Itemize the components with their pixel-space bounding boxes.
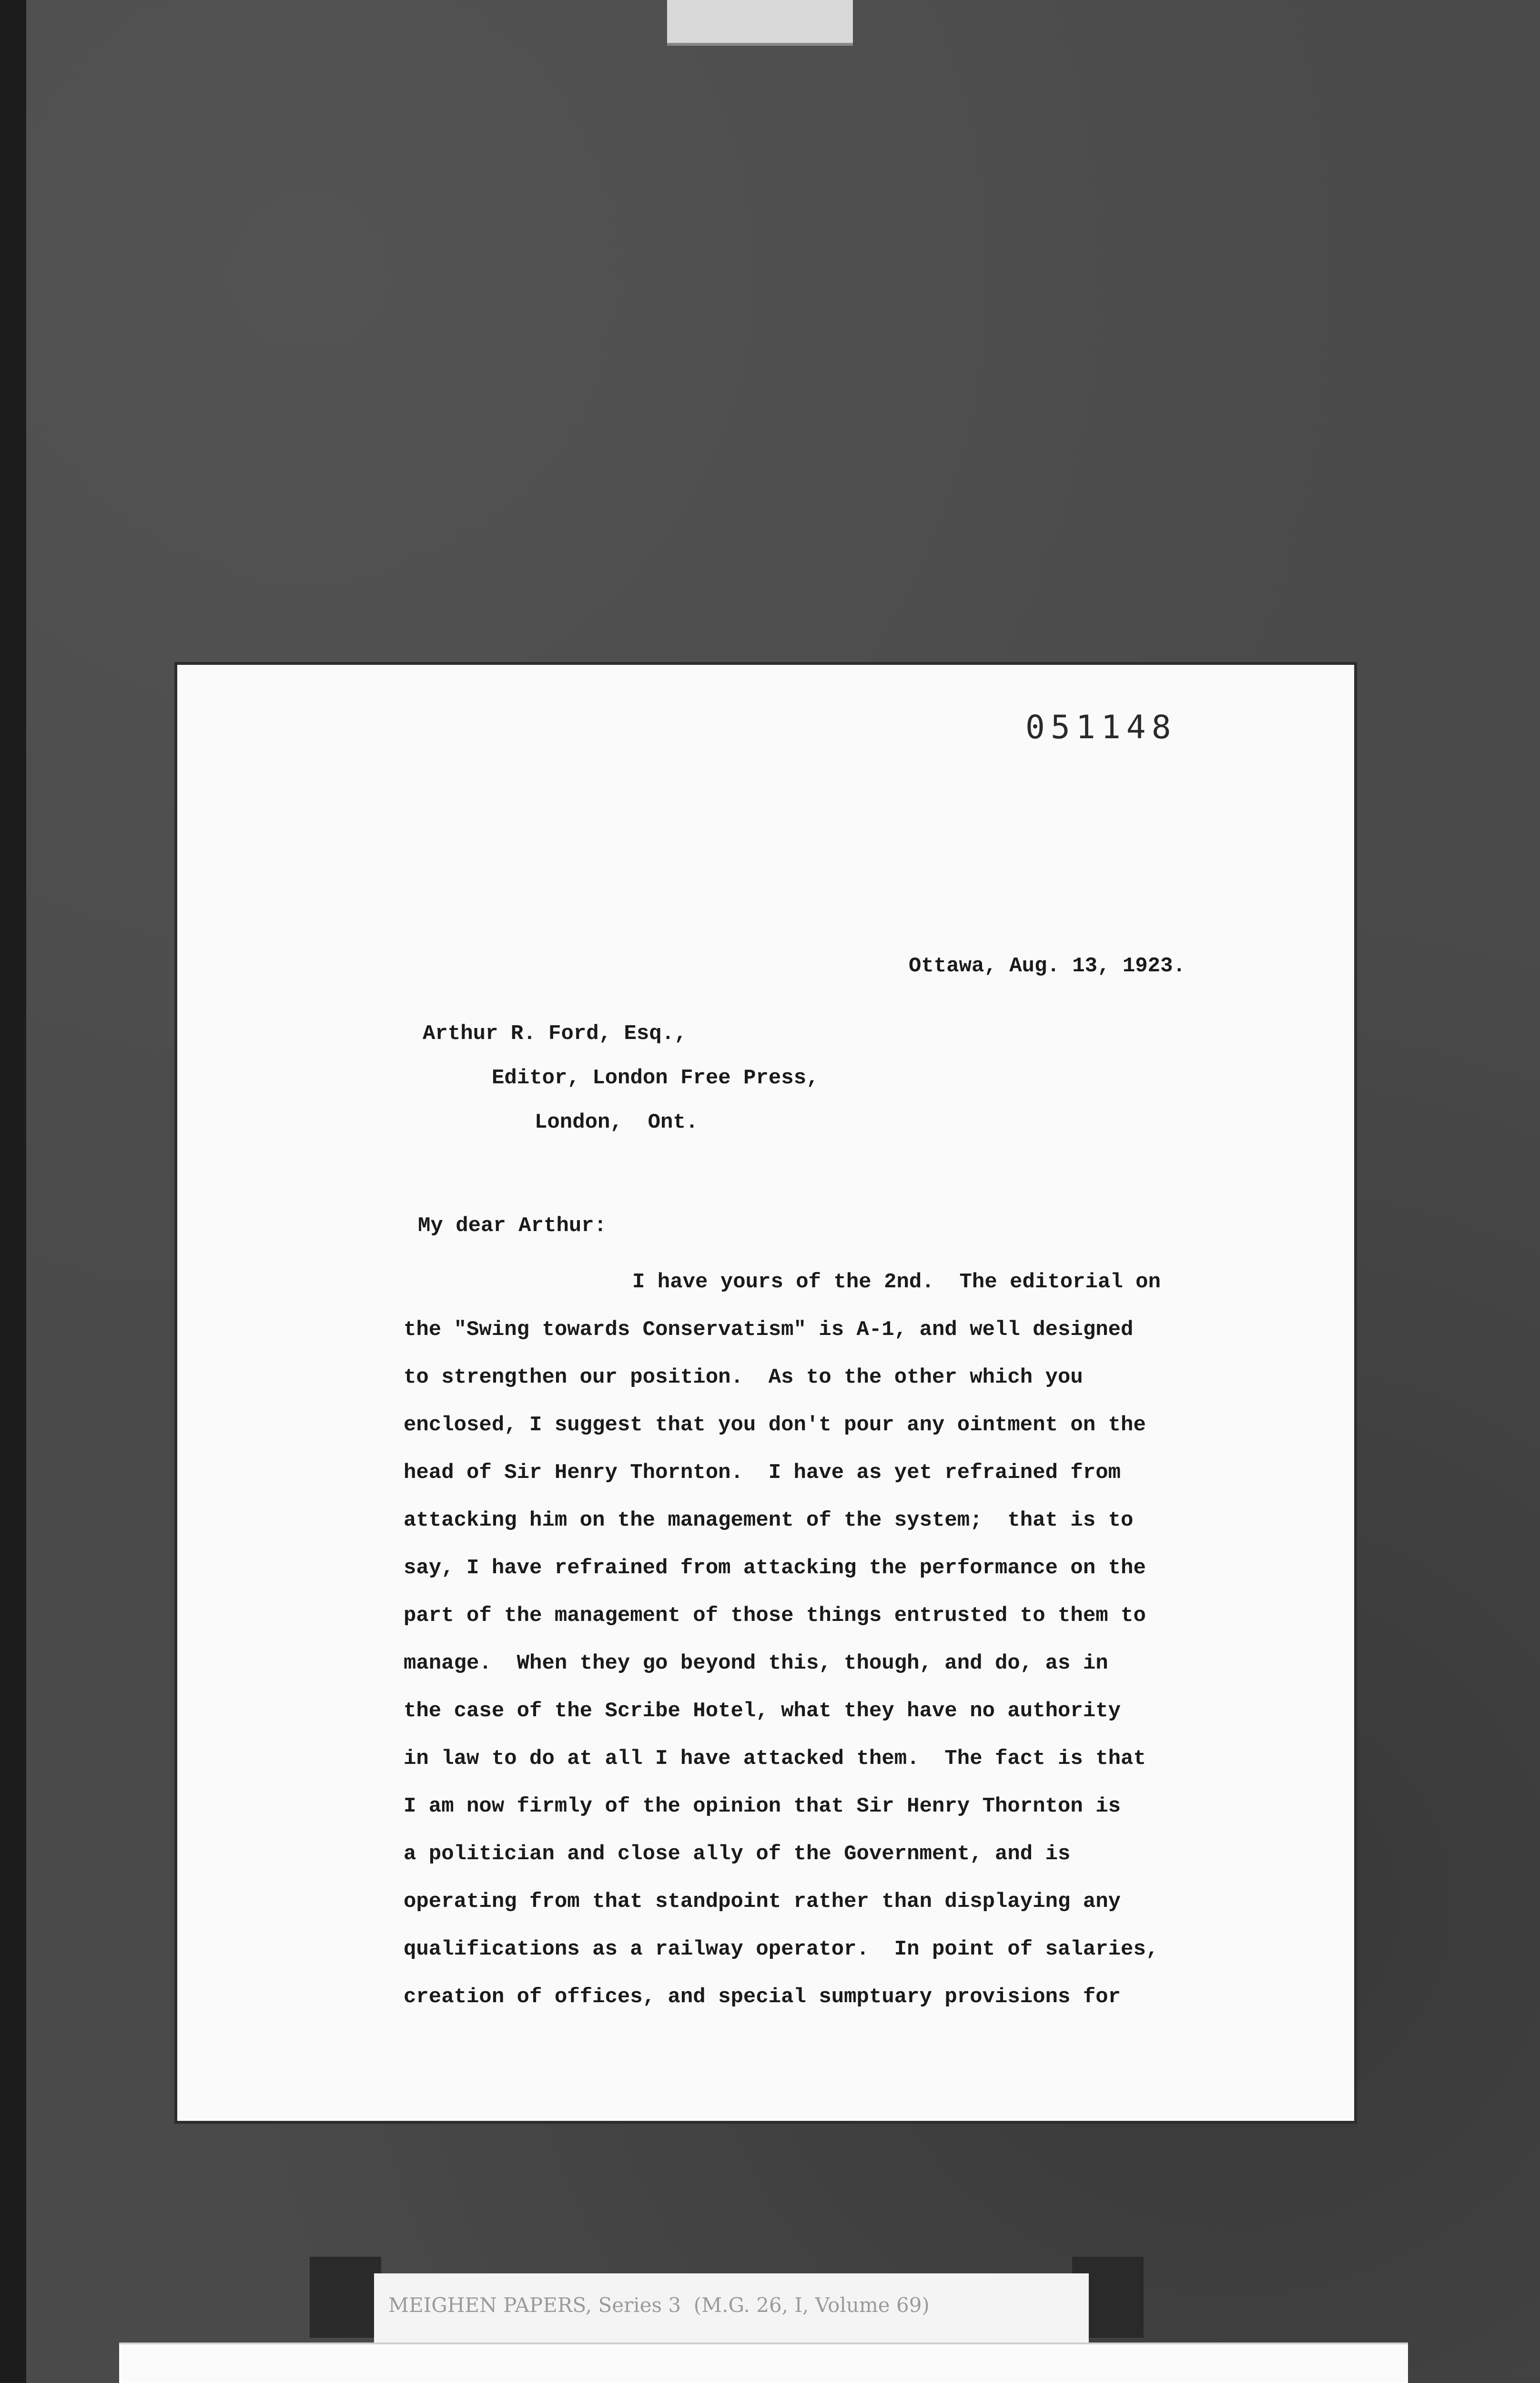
salutation: My dear Arthur: — [418, 1214, 607, 1238]
body-line: operating from that standpoint rather than displaying any — [404, 1890, 1121, 1914]
body-line: creation of offices, and special sumptuary provisions for — [404, 1985, 1121, 2009]
letter-body — [404, 1258, 1309, 2021]
body-line: enclosed, I suggest that you don't pour any ointment on the — [404, 1413, 1146, 1437]
body-line: say, I have refrained from attacking the performance on the — [404, 1556, 1146, 1580]
top-holder-tab — [667, 0, 853, 46]
body-line: the case of the Scribe Hotel, what they have no authority — [404, 1699, 1121, 1723]
body-line: in law to do at all I have attacked them. The fact is that — [404, 1747, 1146, 1771]
letter-date: Ottawa, Aug. 13, 1923. — [909, 954, 1185, 978]
address-line-2: Editor, London Free Press, — [492, 1066, 819, 1090]
body-line: head of Sir Henry Thornton. I have as yet refrained from — [404, 1461, 1121, 1485]
collection-caption: MEIGHEN PAPERS, Series 3 (M.G. 26, I, Volume 69) — [388, 2293, 930, 2317]
body-line: part of the management of those things entrusted to them to — [404, 1604, 1146, 1628]
holder-clip-left — [310, 2257, 381, 2338]
body-line: I have yours of the 2nd. The editorial on — [632, 1270, 1161, 1294]
stamp-number: 051148 — [1025, 709, 1177, 746]
body-line: the "Swing towards Conservatism" is A-1, and well designed — [404, 1318, 1134, 1342]
body-line: I am now firmly of the opinion that Sir Henry Thornton is — [404, 1794, 1121, 1818]
caption-strip — [374, 2273, 1089, 2347]
archive-card — [119, 2342, 1408, 2383]
body-line: a politician and close ally of the Government, and is — [404, 1842, 1071, 1866]
body-line: to strengthen our position. As to the other which you — [404, 1365, 1083, 1389]
body-line: attacking him on the management of the system; that is to — [404, 1508, 1134, 1532]
film-edge — [0, 0, 26, 2383]
letter-page — [177, 665, 1354, 2121]
address-line-3: London, Ont. — [535, 1110, 699, 1134]
body-line: qualifications as a railway operator. In point of salaries, — [404, 1937, 1159, 1961]
address-line-1: Arthur R. Ford, Esq., — [423, 1022, 687, 1046]
body-line: manage. When they go beyond this, though, and do, as in — [404, 1651, 1108, 1675]
